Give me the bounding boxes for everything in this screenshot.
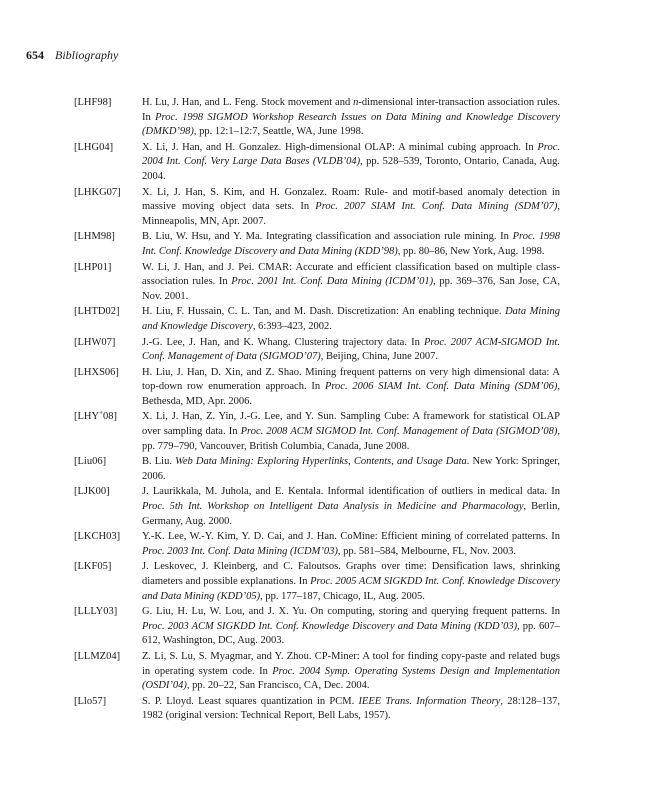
citation-venue: Proc. 5th Int. Workshop on Intelligent Data Analysis in Medicine and Pharmacology xyxy=(142,501,524,513)
citation-text xyxy=(142,650,560,694)
citation-segment: , pp. 607–612, Washington, DC, Aug. 2003. xyxy=(142,620,560,647)
citation-text xyxy=(142,336,560,365)
citation-venue: Proc. 2004 Symp. Operating Systems Design and Implementation (OSDI’04) xyxy=(142,665,560,692)
citation-text xyxy=(142,410,560,454)
citation-venue: Web Data Mining: Exploring Hyperlinks, Contents, and Usage Data xyxy=(175,456,467,468)
citation-segment: Y.-K. Lee, W.-Y. Kim, Y. D. Cai, and J. Han. CoMine: Efficient mining of correlated patterns. In xyxy=(142,531,560,543)
citation-venue: Proc. 1998 Int. Conf. Knowledge Discovery and Data Mining (KDD’98) xyxy=(142,231,560,257)
citation-venue: Data Mining and Knowledge Discovery xyxy=(142,306,560,332)
bib-entry xyxy=(74,96,560,140)
bib-entry xyxy=(74,186,560,230)
citation-key: [Llo57] xyxy=(74,695,107,707)
citation-key: [LKCH03] xyxy=(74,531,121,543)
citation-venue: Proc. 2004 Int. Conf. Very Large Data Bases (VLDB’04) xyxy=(142,141,560,168)
citation-segment: -dimensional inter-transaction association rules. In xyxy=(142,97,560,123)
bib-entry xyxy=(74,336,560,365)
citation-segment: G. Liu, H. Lu, W. Lou, and J. X. Yu. On computing, storing and querying frequent patterns. In xyxy=(142,606,560,618)
citation-key: [LHM98] xyxy=(74,231,115,243)
citation-text xyxy=(142,96,560,140)
citation-segment: J. Leskovec, J. Kleinberg, and C. Faloutsos. Graphs over time: Densification laws, shrinking diameters and possible explanations. In xyxy=(142,561,560,587)
citation-segment: H. Liu, F. Hussain, C. L. Tan, and M. Dash. Discretization: An enabling technique. xyxy=(142,306,506,318)
bib-entry xyxy=(74,261,560,305)
citation-text xyxy=(142,530,560,559)
citation-segment: . New York: Springer, 2006. xyxy=(142,456,560,482)
citation-text xyxy=(142,261,560,305)
citation-key: [LHTD02] xyxy=(74,306,120,318)
bib-entry xyxy=(74,605,560,649)
citation-key: [LKF05] xyxy=(74,561,112,573)
citation-text xyxy=(142,605,560,649)
bib-entry xyxy=(74,485,560,529)
citation-key: [Liu06] xyxy=(74,456,107,468)
bib-entry xyxy=(74,305,560,334)
citation-segment: , Beijing, China, June 2007. xyxy=(320,351,439,363)
citation-key: [LHG04] xyxy=(74,141,114,153)
bib-entry xyxy=(74,141,560,185)
citation-text xyxy=(142,305,560,334)
citation-segment: J.-G. Lee, J. Han, and K. Whang. Clustering trajectory data. In xyxy=(142,336,424,348)
citation-segment: , Bethesda, MD, Apr. 2006. xyxy=(142,381,560,407)
citation-segment: , pp. 177–187, Chicago, IL, Aug. 2005. xyxy=(260,590,425,602)
bibliography-list xyxy=(74,96,560,725)
citation-segment: , Minneapolis, MN, Apr. 2007. xyxy=(142,201,560,227)
citation-key: [LJK00] xyxy=(74,486,110,498)
citation-segment: B. Liu. xyxy=(142,456,176,468)
citation-key: [LHP01] xyxy=(74,261,112,273)
citation-segment: H. Liu, J. Han, D. Xin, and Z. Shao. Mining frequent patterns on very high dimensional data: A top-down row enumeration approach. In xyxy=(142,366,560,393)
bib-entry xyxy=(74,410,560,454)
citation-segment: Z. Li, S. Lu, S. Myagmar, and Y. Zhou. CP-Miner: A tool for finding copy-paste and related bugs in operating system code. In xyxy=(142,650,560,677)
citation-venue: Proc. 2003 Int. Conf. Data Mining (ICDM’03) xyxy=(142,545,338,557)
bib-entry xyxy=(74,366,560,410)
citation-key: [LHY+08] xyxy=(74,408,118,423)
citation-segment: , pp. 581–584, Melbourne, FL, Nov. 2003. xyxy=(337,545,516,557)
citation-segment: , pp. 369–376, San Jose, CA, Nov. 2001. xyxy=(142,276,560,302)
citation-segment: , pp. 80–86, New York, Aug. 1998. xyxy=(397,245,545,257)
citation-key: [LHKG07] xyxy=(74,186,121,198)
running-title: Bibliography xyxy=(55,48,119,62)
citation-key: [LHXS06] xyxy=(74,366,119,378)
citation-segment: , pp. 20–22, San Francisco, CA, Dec. 2004. xyxy=(186,680,370,692)
citation-text xyxy=(142,560,560,604)
citation-text xyxy=(142,455,560,484)
citation-key: [LHF98] xyxy=(74,97,112,108)
citation-venue: Proc. 2007 SIAM Int. Conf. Data Mining (SDM’07) xyxy=(315,201,558,213)
citation-key: [LLMZ04] xyxy=(74,650,121,662)
citation-text xyxy=(142,366,560,410)
citation-venue: IEEE Trans. Information Theory xyxy=(358,695,501,707)
citation-segment: B. Liu, W. Hsu, and Y. Ma. Integrating classification and association rule mining. In xyxy=(142,231,513,243)
bib-entry xyxy=(74,455,560,484)
page-number: 654 xyxy=(26,48,44,62)
citation-venue: n xyxy=(353,97,359,108)
citation-text xyxy=(142,485,560,529)
citation-venue: Proc. 2003 ACM SIGKDD Int. Conf. Knowledge Discovery and Data Mining (KDD’03) xyxy=(142,620,518,632)
citation-venue: Proc. 1998 SIGMOD Workshop Research Issues on Data Mining and Knowledge Discovery (DMKD’98) xyxy=(142,111,560,138)
citation-segment: H. Lu, J. Han, and L. Feng. Stock movement and xyxy=(142,97,354,108)
citation-segment: S. P. Lloyd. Least squares quantization in PCM. xyxy=(142,695,359,707)
citation-text xyxy=(142,141,560,185)
citation-venue: Proc. 2001 Int. Conf. Data Mining (ICDM’01) xyxy=(231,276,434,288)
citation-segment: , 28:128–137, 1982 (original version: Technical Report, Bell Labs, 1957). xyxy=(142,695,560,722)
citation-segment: W. Li, J. Han, and J. Pei. CMAR: Accurate and efficient classification based on multiple class-association rules. In xyxy=(142,261,560,288)
citation-text xyxy=(142,695,560,724)
citation-venue: Proc. 2005 ACM SIGKDD Int. Conf. Knowledge Discovery and Data Mining (KDD’05) xyxy=(142,576,560,602)
page-header xyxy=(26,48,118,63)
citation-venue: Proc. 2008 ACM SIGMOD Int. Conf. Management of Data (SIGMOD’08) xyxy=(240,426,558,438)
bib-entry xyxy=(74,560,560,604)
citation-segment: X. Li, J. Han, S. Kim, and H. Gonzalez. Roam: Rule- and motif-based anomaly detection in massive moving object data sets. In xyxy=(142,186,560,213)
citation-text xyxy=(142,230,560,259)
citation-key: [LHW07] xyxy=(74,336,116,348)
bib-entry xyxy=(74,650,560,694)
citation-segment: , 6:393–423, 2002. xyxy=(252,320,332,332)
bib-entry xyxy=(74,695,560,724)
citation-segment: , Berlin, Germany, Aug. 2000. xyxy=(142,501,561,527)
citation-venue: Proc. 2007 ACM-SIGMOD Int. Conf. Management of Data (SIGMOD’07) xyxy=(142,336,560,363)
citation-key: [LLLY03] xyxy=(74,606,118,618)
citation-segment: J. Laurikkala, M. Juhola, and E. Kentala. Informal identification of outliers in medical data. In xyxy=(142,486,560,498)
citation-segment: , pp. 12:1–12:7, Seattle, WA, June 1998. xyxy=(193,126,364,138)
bib-entry xyxy=(74,530,560,559)
citation-segment: X. Li, J. Han, and H. Gonzalez. High-dimensional OLAP: A minimal cubing approach. In xyxy=(142,141,538,153)
bib-entry xyxy=(74,230,560,259)
citation-segment: , pp. 528–539, Toronto, Ontario, Canada, Aug. 2004. xyxy=(142,156,560,182)
citation-segment: X. Li, J. Han, Z. Yin, J.-G. Lee, and Y. Sun. Sampling Cube: A framework for statistical OLAP over sampling data. In xyxy=(142,411,560,438)
citation-text xyxy=(142,186,560,230)
citation-segment: , pp. 779–790, Vancouver, British Columbia, Canada, June 2008. xyxy=(142,426,561,452)
citation-venue: Proc. 2006 SIAM Int. Conf. Data Mining (SDM’06) xyxy=(324,381,558,393)
